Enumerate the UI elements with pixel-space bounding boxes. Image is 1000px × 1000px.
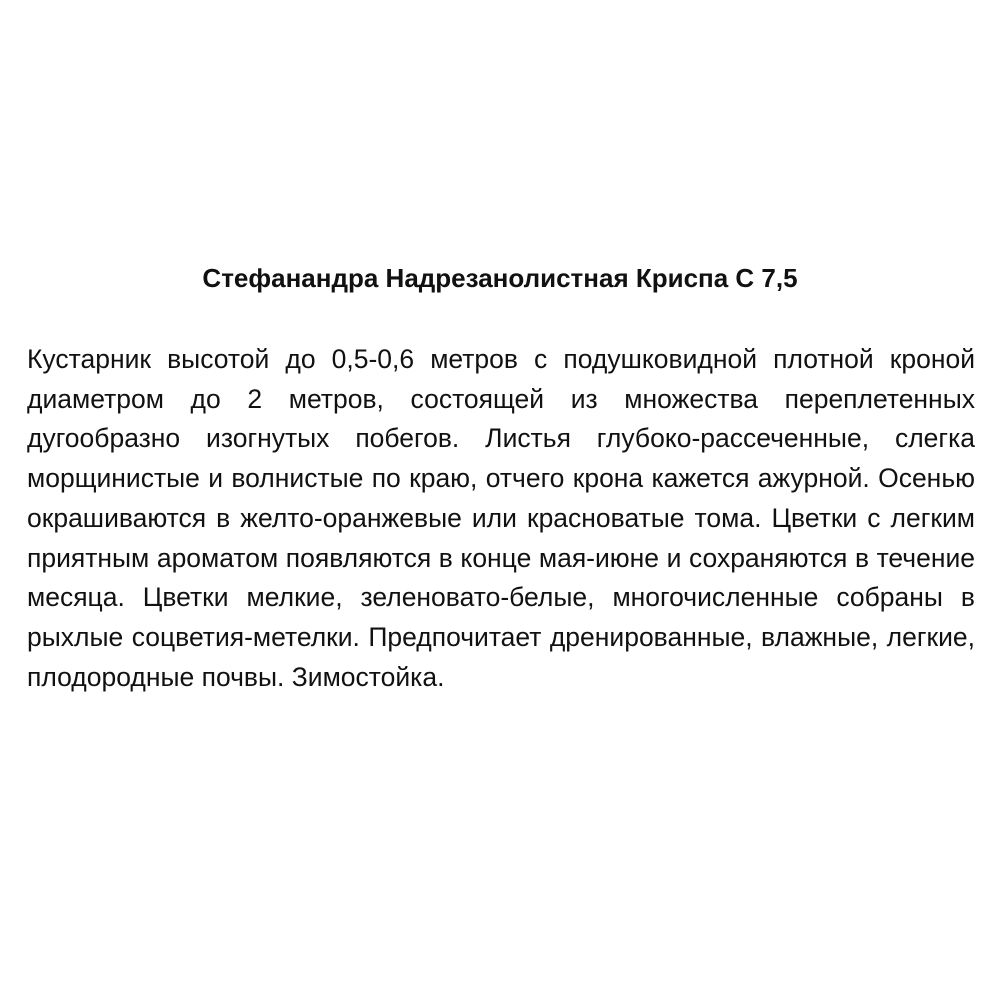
product-title: Стефанандра Надрезанолистная Криспа С 7,5 [202,263,798,293]
product-description: Кустарник высотой до 0,5-0,6 метров с подушковидной плотной кроной диаметром до 2 метров, состоящей из множества переплетенных дугообразно изогнутых побегов. Листья глубоко-рассеченные, слегка морщинистые и волнистые по краю, отчего крона кажется ажурной. Осенью окрашиваются в желто-оранжевые или красноватые тома. Цветки с легким приятным ароматом появляются в конце мая-июне и сохраняются в течение месяца. Цветки мелкие, зеленовато-белые, многочисленные собраны в рыхлые соцветия-метелки. Предпочитает дренированные, влажные, легкие, плодородные почвы. Зимостойка. [27,344,975,692]
